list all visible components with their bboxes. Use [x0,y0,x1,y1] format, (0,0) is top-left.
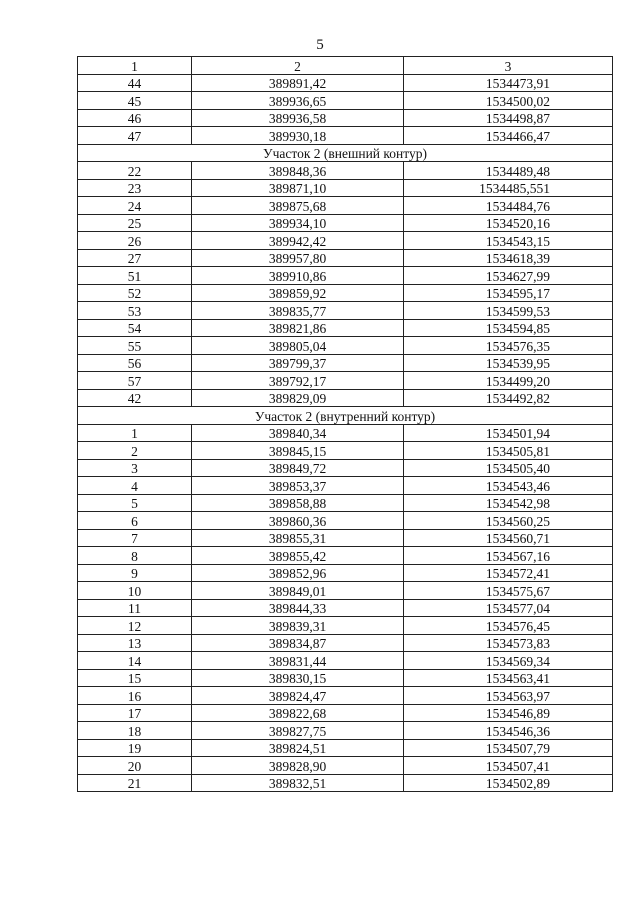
column-header-x: 2 [192,57,404,75]
y-coordinate-cell: 1534627,99 [404,267,613,285]
table-row [78,547,613,565]
x-coordinate-cell: 389821,86 [192,319,404,337]
y-coordinate-cell: 1534505,40 [404,459,613,477]
table-row [78,389,613,407]
x-coordinate-cell: 389792,17 [192,372,404,390]
point-number-cell: 24 [78,197,192,215]
column-header-point: 1 [78,57,192,75]
table-row [78,442,613,460]
x-coordinate-cell: 389829,09 [192,389,404,407]
x-coordinate-cell: 389848,36 [192,162,404,180]
x-coordinate-cell: 389828,90 [192,757,404,775]
y-coordinate-cell: 1534577,04 [404,599,613,617]
table-row [78,704,613,722]
table-row [78,582,613,600]
table-row [78,319,613,337]
y-coordinate-cell: 1534576,45 [404,617,613,635]
y-coordinate-cell: 1534500,02 [404,92,613,110]
point-number-cell: 47 [78,127,192,145]
y-coordinate-cell: 1534560,71 [404,529,613,547]
y-coordinate-cell: 1534492,82 [404,389,613,407]
table-row [78,512,613,530]
y-coordinate-cell: 1534543,46 [404,477,613,495]
table-row [78,337,613,355]
y-coordinate-cell: 1534560,25 [404,512,613,530]
table-row [78,477,613,495]
y-coordinate-cell: 1534569,34 [404,652,613,670]
y-coordinate-cell: 1534575,67 [404,582,613,600]
x-coordinate-cell: 389831,44 [192,652,404,670]
x-coordinate-cell: 389942,42 [192,232,404,250]
table-row [78,284,613,302]
point-number-cell: 44 [78,74,192,92]
table-row [78,127,613,145]
point-number-cell: 9 [78,564,192,582]
point-number-cell: 15 [78,669,192,687]
x-coordinate-cell: 389855,31 [192,529,404,547]
point-number-cell: 25 [78,214,192,232]
point-number-cell: 51 [78,267,192,285]
table-row [78,249,613,267]
point-number-cell: 22 [78,162,192,180]
y-coordinate-cell: 1534567,16 [404,547,613,565]
table-row [78,652,613,670]
table-row [78,459,613,477]
x-coordinate-cell: 389860,36 [192,512,404,530]
y-coordinate-cell: 1534573,83 [404,634,613,652]
point-number-cell: 52 [78,284,192,302]
table-row [78,162,613,180]
y-coordinate-cell: 1534520,16 [404,214,613,232]
point-number-cell: 11 [78,599,192,617]
point-number-cell: 21 [78,774,192,792]
y-coordinate-cell: 1534576,35 [404,337,613,355]
x-coordinate-cell: 389799,37 [192,354,404,372]
y-coordinate-cell: 1534489,48 [404,162,613,180]
table-row [78,197,613,215]
table-row [78,424,613,442]
point-number-cell: 42 [78,389,192,407]
point-number-cell: 4 [78,477,192,495]
point-number-cell: 1 [78,424,192,442]
point-number-cell: 17 [78,704,192,722]
section-title-outer-contour: Участок 2 (внешний контур) [78,144,613,162]
x-coordinate-cell: 389835,77 [192,302,404,320]
point-number-cell: 18 [78,722,192,740]
coordinates-table [77,56,613,792]
table-row [78,354,613,372]
x-coordinate-cell: 389830,15 [192,669,404,687]
point-number-cell: 14 [78,652,192,670]
x-coordinate-cell: 389834,87 [192,634,404,652]
y-coordinate-cell: 1534543,15 [404,232,613,250]
x-coordinate-cell: 389936,58 [192,109,404,127]
table-row [78,669,613,687]
y-coordinate-cell: 1534618,39 [404,249,613,267]
table-row [78,179,613,197]
table-row [78,722,613,740]
y-coordinate-cell: 1534505,81 [404,442,613,460]
point-number-cell: 53 [78,302,192,320]
table-row [78,757,613,775]
x-coordinate-cell: 389859,92 [192,284,404,302]
point-number-cell: 10 [78,582,192,600]
y-coordinate-cell: 1534473,91 [404,74,613,92]
y-coordinate-cell: 1534572,41 [404,564,613,582]
point-number-cell: 20 [78,757,192,775]
x-coordinate-cell: 389875,68 [192,197,404,215]
point-number-cell: 46 [78,109,192,127]
x-coordinate-cell: 389832,51 [192,774,404,792]
x-coordinate-cell: 389822,68 [192,704,404,722]
section-title-inner-contour: Участок 2 (внутренний контур) [78,407,613,425]
x-coordinate-cell: 389827,75 [192,722,404,740]
x-coordinate-cell: 389849,01 [192,582,404,600]
x-coordinate-cell: 389891,42 [192,74,404,92]
y-coordinate-cell: 1534539,95 [404,354,613,372]
y-coordinate-cell: 1534542,98 [404,494,613,512]
point-number-cell: 6 [78,512,192,530]
point-number-cell: 8 [78,547,192,565]
point-number-cell: 2 [78,442,192,460]
table-header-row [78,57,613,75]
point-number-cell: 57 [78,372,192,390]
table-row [78,617,613,635]
point-number-cell: 55 [78,337,192,355]
page-number: 5 [316,37,324,53]
x-coordinate-cell: 389934,10 [192,214,404,232]
table-body [78,74,613,792]
y-coordinate-cell: 1534507,41 [404,757,613,775]
x-coordinate-cell: 389871,10 [192,179,404,197]
section-row [78,144,613,162]
point-number-cell: 54 [78,319,192,337]
x-coordinate-cell: 389844,33 [192,599,404,617]
table-row [78,739,613,757]
y-coordinate-cell: 1534507,79 [404,739,613,757]
y-coordinate-cell: 1534498,87 [404,109,613,127]
point-number-cell: 3 [78,459,192,477]
y-coordinate-cell: 1534466,47 [404,127,613,145]
x-coordinate-cell: 389853,37 [192,477,404,495]
x-coordinate-cell: 389849,72 [192,459,404,477]
table-row [78,529,613,547]
table-row [78,214,613,232]
point-number-cell: 27 [78,249,192,267]
table-row [78,774,613,792]
y-coordinate-cell: 1534499,20 [404,372,613,390]
x-coordinate-cell: 389805,04 [192,337,404,355]
section-row [78,407,613,425]
x-coordinate-cell: 389858,88 [192,494,404,512]
y-coordinate-cell: 1534485,551 [404,179,613,197]
y-coordinate-cell: 1534546,89 [404,704,613,722]
y-coordinate-cell: 1534546,36 [404,722,613,740]
x-coordinate-cell: 389852,96 [192,564,404,582]
y-coordinate-cell: 1534501,94 [404,424,613,442]
x-coordinate-cell: 389855,42 [192,547,404,565]
point-number-cell: 19 [78,739,192,757]
point-number-cell: 16 [78,687,192,705]
table-row [78,687,613,705]
point-number-cell: 7 [78,529,192,547]
table-row [78,599,613,617]
table-row [78,232,613,250]
column-header-y: 3 [404,57,613,75]
table-row [78,372,613,390]
point-number-cell: 45 [78,92,192,110]
x-coordinate-cell: 389845,15 [192,442,404,460]
y-coordinate-cell: 1534563,41 [404,669,613,687]
y-coordinate-cell: 1534599,53 [404,302,613,320]
y-coordinate-cell: 1534594,85 [404,319,613,337]
x-coordinate-cell: 389824,47 [192,687,404,705]
table-row [78,494,613,512]
table-row [78,74,613,92]
y-coordinate-cell: 1534563,97 [404,687,613,705]
table-row [78,109,613,127]
table-row [78,302,613,320]
y-coordinate-cell: 1534502,89 [404,774,613,792]
table-row [78,564,613,582]
x-coordinate-cell: 389840,34 [192,424,404,442]
point-number-cell: 12 [78,617,192,635]
table-row [78,634,613,652]
x-coordinate-cell: 389936,65 [192,92,404,110]
point-number-cell: 56 [78,354,192,372]
y-coordinate-cell: 1534484,76 [404,197,613,215]
y-coordinate-cell: 1534595,17 [404,284,613,302]
x-coordinate-cell: 389957,80 [192,249,404,267]
table-row [78,267,613,285]
table-row [78,92,613,110]
x-coordinate-cell: 389910,86 [192,267,404,285]
x-coordinate-cell: 389824,51 [192,739,404,757]
point-number-cell: 5 [78,494,192,512]
point-number-cell: 26 [78,232,192,250]
x-coordinate-cell: 389839,31 [192,617,404,635]
point-number-cell: 13 [78,634,192,652]
x-coordinate-cell: 389930,18 [192,127,404,145]
point-number-cell: 23 [78,179,192,197]
